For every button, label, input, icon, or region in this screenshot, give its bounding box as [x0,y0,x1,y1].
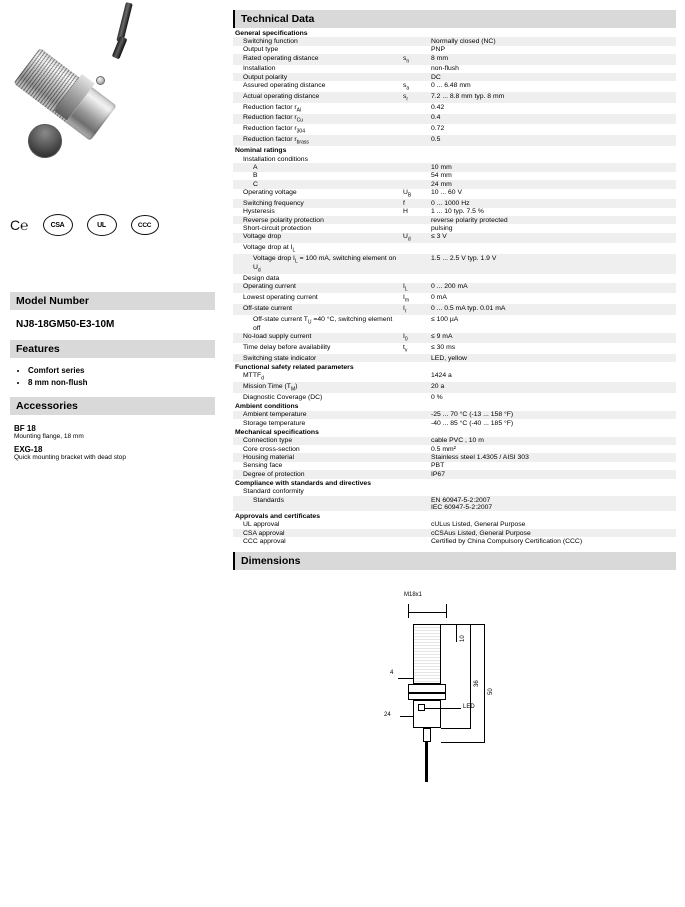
spec-symbol [401,453,429,461]
spec-label: Reduction factor $r_{brass}$ [233,135,401,146]
spec-value: 1424 a [431,372,452,380]
dimension-10-label: 10 [460,635,466,642]
right-column [233,10,676,814]
spec-symbol [401,180,429,188]
spec-label: Switching frequency [233,199,401,207]
dimension-36-label: 36 [474,680,480,687]
spec-label: Diagnostic Coverage (DC) [243,393,323,401]
spec-symbol: f [401,199,429,207]
spec-symbol: $s_r$ [401,92,429,103]
table-row [233,293,676,304]
spec-label: Core cross-section [243,445,300,453]
spec-value: 24 mm [429,180,676,188]
features-section-title: Features [10,340,215,358]
spec-symbol [401,65,429,73]
spec-value [429,155,676,163]
spec-value: cULus Listed, General Purpose [431,521,526,529]
spec-value: non-flush [431,65,459,73]
spec-value: 0 mA [431,294,447,302]
spec-value: 0.42 [431,103,445,111]
table-group-header: Compliance with standards and directives [233,479,676,488]
spec-value: ≤ 100 µA [431,315,459,323]
spec-value: 1 ... 10 typ. 7.5 % [431,208,484,216]
spec-value: ≤ 9 mA [429,333,676,344]
table-row [233,155,676,163]
spec-symbol [401,216,429,224]
list-item: • Comfort series [28,366,211,375]
spec-symbol: H [403,208,408,216]
spec-symbol: $I_0$ [401,333,429,344]
technical-data-title: Technical Data [233,10,676,28]
spec-label: Switching function [233,37,401,45]
spec-symbol [401,254,429,274]
ul-mark-icon: UL [87,214,117,236]
table-group-header: Nominal ratings [233,146,676,155]
spec-label: Reduction factor $r_{Cu}$ [233,114,401,125]
spec-value: ≤ 3 V [429,233,676,244]
spec-symbol [401,46,429,54]
spec-label: Voltage drop $I_L = 100$ mA, switching element on $U_d$ [233,254,401,274]
spec-symbol: $I_L$ [401,283,429,294]
spec-value: 0 ... 1000 Hz [429,199,676,207]
table-row [233,54,676,65]
spec-label: Reduction factor $r_{Al}$ [243,103,302,113]
spec-label: Installation conditions [243,155,308,163]
approval-marks [10,205,215,245]
table-row [233,445,676,453]
table-row [233,172,676,180]
spec-label: UL approval [243,521,280,529]
spec-label: Storage temperature [243,419,306,427]
spec-symbol [401,172,429,180]
spec-symbol [401,224,429,232]
spec-value: PNP [431,46,445,54]
spec-value: 7.2 ... 8.8 mm typ. 8 mm [429,92,676,103]
drawing-nut-1 [408,684,446,693]
spec-label: Short-circuit protection [243,225,311,233]
spec-symbol [401,521,429,529]
spec-value: 0 ... 0.5 mA typ. 0.01 mA [429,304,676,315]
table-row [233,103,676,114]
spec-value: IP67 [429,470,676,478]
spec-label: Output type [243,46,279,54]
spec-label: Installation [243,65,276,73]
spec-label: Standard conformity [243,488,304,496]
table-row [233,382,676,393]
dimension-thread-label: M18x1 [404,591,423,598]
spec-label: A [233,163,401,171]
table-row [233,343,676,354]
table-row [233,73,676,81]
spec-value: 0.72 [431,125,445,133]
table-row [233,180,676,188]
list-item: • 8 mm non-flush [28,378,211,387]
table-group-header: General specifications [233,28,676,37]
spec-value: 0 ... 200 mA [429,283,676,294]
table-row [233,393,676,401]
spec-label: Voltage drop [233,233,401,244]
spec-symbol [401,315,429,333]
spec-symbol [401,163,429,171]
table-row [233,453,676,461]
spec-label: Assured operating distance [243,82,326,90]
spec-symbol [401,73,429,81]
spec-symbol [401,114,429,125]
spec-symbol: $I_m$ [403,294,410,304]
accessory-name: BF 18 [14,424,36,433]
spec-symbol [401,411,429,419]
spec-label: Degree of protection [233,470,401,478]
spec-label: Connection type [233,437,401,445]
spec-symbol [401,537,429,545]
accessories-section-title: Accessories [10,397,215,415]
table-row [233,283,676,294]
sensor-led-indicator [96,76,105,85]
dimensions-drawing [233,574,676,814]
spec-symbol: $U_B$ [403,189,412,199]
spec-symbol [401,437,429,445]
spec-value: 0.5 [429,135,676,146]
spec-label: Lowest operating current [243,294,318,302]
spec-value: cable PVC , 10 m [429,437,676,445]
spec-value: Normally closed (NC) [429,37,676,45]
table-row [233,46,676,54]
spec-label: Housing material [233,453,401,461]
spec-symbol [401,37,429,45]
table-group-header: Mechanical specifications [233,427,676,436]
drawing-barrel [413,624,441,684]
table-row [233,354,676,362]
dimension-24-label: 24 [384,711,391,718]
spec-value: cCSAus Listed, General Purpose [429,529,676,537]
spec-value: 10 mm [429,163,676,171]
spec-value: Certified by China Compulsory Certification (CCC) [431,538,583,546]
sensor-cable-lower [112,36,128,59]
spec-value: ≤ 30 ms [431,344,456,352]
table-row [233,274,676,282]
accessory-description: Mounting flange, 18 mm [14,433,84,440]
spec-label: Operating current [233,283,401,294]
spec-label: Switching state indicator [233,354,401,362]
dimensions-title: Dimensions [233,552,676,570]
spec-label: Voltage drop at $I_L$ [243,244,296,254]
table-row [233,81,676,92]
spec-label: Reduction factor $r_{304}$ [243,125,305,135]
spec-value: 54 mm [431,172,452,180]
spec-symbol [401,243,429,254]
ccc-mark-icon: CCC [131,215,159,235]
spec-label: B [253,172,258,180]
table-row [233,124,676,135]
table-row [233,521,676,529]
spec-label: Sensing face [243,462,283,470]
spec-symbol [401,419,429,427]
table-row [233,216,676,224]
spec-value: 0.4 [429,114,676,125]
table-row [233,189,676,200]
table-row [233,529,676,537]
spec-value: 8 mm [429,54,676,65]
spec-label: Reverse polarity protection [233,216,401,224]
spec-symbol: $t_v$ [403,344,408,354]
spec-label: Output polarity [233,73,401,81]
dimension-led-label: LED [463,703,475,710]
spec-symbol [401,103,429,114]
spec-label: Time delay before availability [243,344,331,352]
spec-label: Off-state current [233,304,401,315]
table-row [233,37,676,45]
spec-value: Stainless steel 1.4305 / AISI 303 [429,453,676,461]
left-column [0,0,225,907]
spec-value: 0.5 mm² [431,445,456,453]
spec-label: Ambient temperature [233,411,401,419]
spec-value: pulsing [431,225,453,233]
sensor-sensing-face [21,117,69,165]
spec-label: CCC approval [243,538,286,546]
drawing-tail [423,728,431,742]
list-item [14,424,211,440]
spec-symbol [401,155,429,163]
model-number-section-title: Model Number [10,292,215,310]
spec-value [429,274,676,282]
spec-symbol: $I_r$ [401,304,429,315]
accessories-list [10,415,215,461]
spec-symbol [401,274,429,282]
table-row [233,372,676,383]
spec-value: -40 ... 85 °C (-40 ... 185 °F) [431,419,514,427]
spec-value: PBT [431,462,445,470]
table-group-header: Functional safety related parameters [233,362,676,371]
list-item [14,445,211,461]
dimension-50-label: 50 [488,688,494,695]
spec-value [429,243,676,254]
drawing-cable [425,742,428,782]
model-number-value: NJ8-18GM50-E3-10M [16,319,115,330]
spec-symbol [401,488,429,496]
spec-label: No-load supply current [233,333,401,344]
dimension-4-label: 4 [390,669,394,676]
spec-value [429,488,676,496]
table-row [233,233,676,244]
table-row [233,537,676,545]
features-list [28,366,211,387]
spec-label: C [233,180,401,188]
product-photo [10,4,215,204]
spec-value: 1.5 ... 2.5 V typ. 1.9 V [429,254,676,274]
spec-label: Mission Time $(T_M)$ [233,382,401,393]
spec-value: 0 ... 6.48 mm [431,82,471,90]
spec-symbol [401,393,429,401]
ce-mark-icon: C℮ [10,217,29,233]
spec-value: reverse polarity protected [429,216,676,224]
drawing-led-box [418,704,425,711]
spec-symbol: $U_d$ [401,233,429,244]
spec-symbol [401,372,429,383]
spec-symbol [401,445,429,453]
table-row [233,254,676,274]
table-row [233,163,676,171]
table-row [233,315,676,333]
spec-value: 20 a [429,382,676,393]
spec-symbol [401,354,429,362]
spec-label: Standards [233,496,401,511]
table-row [233,470,676,478]
table-row [233,92,676,103]
spec-symbol: $s_n$ [401,54,429,65]
spec-symbol [401,496,429,511]
table-row [233,437,676,445]
spec-symbol [401,529,429,537]
table-row [233,333,676,344]
table-row [233,304,676,315]
table-row [233,224,676,232]
table-row [233,411,676,419]
spec-value: 10 ... 60 V [431,189,462,197]
spec-symbol [401,462,429,470]
spec-label: Operating voltage [243,189,297,197]
spec-symbol [401,470,429,478]
table-group-header: Ambient conditions [233,402,676,411]
table-row [233,65,676,73]
spec-label: Design data [243,275,280,282]
table-row [233,208,676,216]
drawing-nut-2 [408,693,446,700]
spec-value: DC [429,73,676,81]
spec-symbol [401,135,429,146]
spec-symbol [401,382,429,393]
spec-value: -25 ... 70 °C (-13 ... 158 °F) [429,411,676,419]
spec-symbol [401,124,429,135]
table-row [233,243,676,254]
spec-value: 0 % [431,393,443,401]
accessory-name: EXG-18 [14,445,43,454]
table-row [233,488,676,496]
table-group-header: Approvals and certificates [233,511,676,520]
spec-value: LED, yellow [429,354,676,362]
spec-label: Off-state current $T_U =40$ °C, switching element off [253,315,393,332]
spec-label: Hysteresis [243,208,275,216]
table-row [233,114,676,125]
spec-value: EN 60947-5-2:2007 IEC 60947-5-2:2007 [429,496,676,511]
table-row [233,199,676,207]
accessory-description: Quick mounting bracket with dead stop [14,454,127,461]
spec-label: $MTTF_d$ [243,372,264,382]
table-row [233,135,676,146]
technical-data-table [233,28,676,546]
table-row [233,462,676,470]
spec-symbol: $s_a$ [403,82,410,92]
csa-mark-icon: CSA [43,214,73,236]
table-row [233,419,676,427]
spec-label: Actual operating distance [233,92,401,103]
spec-label: CSA approval [233,529,401,537]
table-row [233,496,676,511]
spec-label: Rated operating distance [233,54,401,65]
